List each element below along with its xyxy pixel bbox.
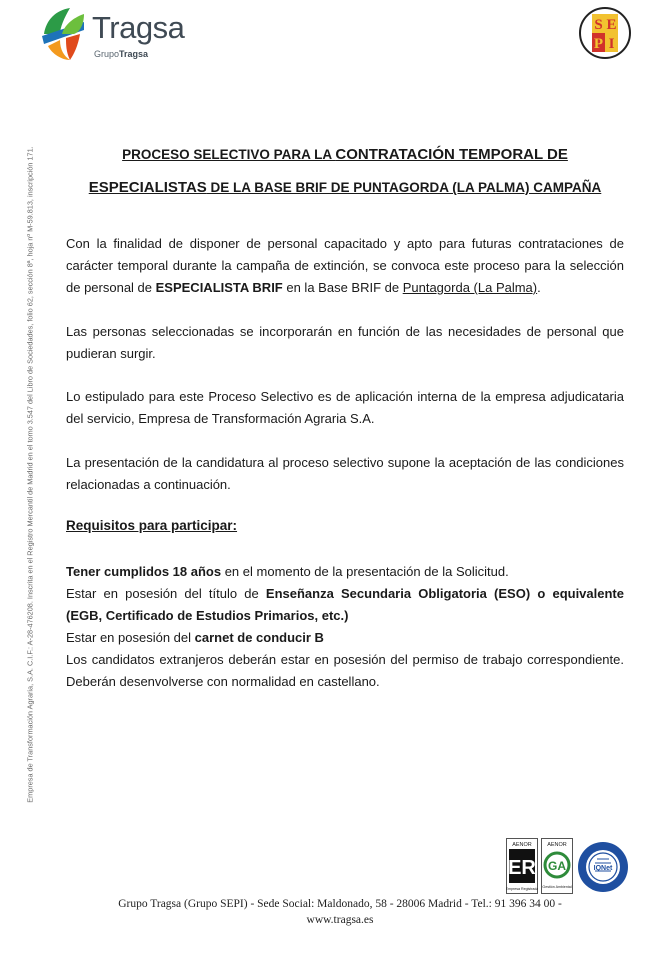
tragsa-logo (40, 4, 200, 62)
sepi-letter: S (594, 17, 603, 33)
document-title-line2: ESPECIALISTAS DE LA BASE BRIF DE PUNTAGORDA (LA PALMA) CAMPAÑA (88, 179, 602, 196)
paragraph-acceptance: La presentación de la candidatura al proceso selectivo supone la aceptación de las condiciones relacionadas a continuación. (66, 455, 624, 492)
legal-sidebar-text: Empresa de Transformación Agraria, S.A. C.I.F.: A-28-476208. Inscrita en el Registro Mercantil de Madrid en el tomo 3.547 del Libro de Sociedades, folio 62, sección 8ª, hoja nº M-59.813, inscripción 171. (25, 146, 35, 803)
footer (90, 896, 590, 928)
requirement-license: Estar en posesión del carnet de conducir B (66, 630, 324, 645)
requirement-age: Tener cumplidos 18 años en el momento de la presentación de la Solicitud. (66, 564, 509, 579)
svg-text:IQNet: IQNet (593, 865, 613, 872)
svg-text:AENOR: AENOR (512, 842, 532, 848)
tragsa-subtitle: GrupoTragsa (94, 49, 149, 59)
footer-website: www.tragsa.es (306, 914, 374, 926)
tragsa-wordmark: Tragsa (92, 10, 185, 45)
requirement-foreigners: Los candidatos extranjeros deberán estar en posesión del permiso de trabajo correspondiente. Deberán desenvolverse con normalidad en castellano. (66, 652, 624, 689)
svg-text:AENOR: AENOR (547, 842, 567, 848)
iqnet-badge (577, 841, 629, 893)
iqnet-icon (577, 841, 629, 893)
document-title-line1: PROCESO SELECTIVO PARA LA CONTRATACIÓN TEMPORAL DE (122, 146, 568, 163)
svg-text:Gestión Ambiental: Gestión Ambiental (542, 885, 572, 889)
svg-text:Empresa Registrada: Empresa Registrada (506, 887, 538, 891)
sepi-logo-icon (578, 6, 632, 60)
svg-text:ER: ER (508, 857, 536, 879)
sepi-letter: E (606, 17, 617, 33)
svg-text:GA: GA (548, 859, 566, 873)
paragraph-scope: Lo estipulado para este Proceso Selectivo es de aplicación interna de la empresa adjudicataria del servicio, Empresa de Transformación Agraria S.A. (66, 389, 624, 426)
paragraph-intro: Con la finalidad de disponer de personal capacitado y apto para futuras contrataciones de carácter temporal durante la campaña de extinción, se convoca este proceso para la selección de personal de ESPECIALISTA BRIF en la Base BRIF de Puntagorda (La Palma). (66, 236, 624, 295)
aenor-er-icon (506, 838, 538, 894)
requirements-heading: Requisitos para participar: (66, 518, 238, 533)
sepi-logo (578, 6, 632, 60)
requirements-list (66, 561, 624, 693)
paragraph-incorporation: Las personas seleccionadas se incorporarán en función de las necesidades de personal que pudieran surgir. (66, 324, 624, 361)
sepi-letter: P (593, 36, 604, 52)
sepi-letter: I (608, 36, 615, 52)
aenor-ga-icon (541, 838, 573, 894)
tragsa-logo-icon (40, 4, 90, 62)
footer-address: Grupo Tragsa (Grupo SEPI) - Sede Social: Maldonado, 58 - 28006 Madrid - Tel.: 91 396 34 00 - (118, 898, 562, 910)
location-link: Puntagorda (La Palma) (402, 280, 538, 295)
requirement-education: Estar en posesión del título de Enseñanza Secundaria Obligatoria (ESO) o equivalente (EGB, Certificado de Estudios Primarios, etc.) (66, 586, 624, 623)
aenor-environmental-badge (541, 838, 573, 894)
aenor-registered-badge (506, 838, 538, 894)
